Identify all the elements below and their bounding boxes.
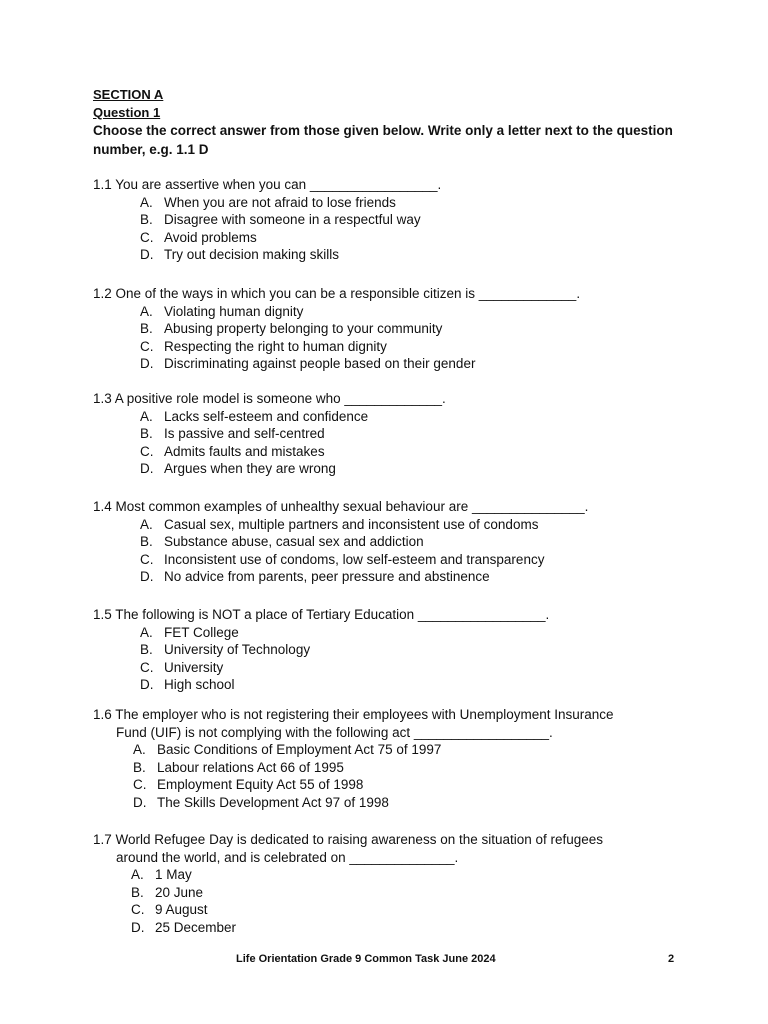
option-d: D. Discriminating against people based on their gender [140,356,476,372]
options-list [140,624,673,694]
question-1-4 [93,498,673,586]
question-stem: 1.1 You are assertive when you can _________________. [93,177,442,192]
option-a: A. When you are not afraid to lose friends [140,194,396,210]
options-list [140,408,673,478]
question-stem-continued: around the world, and is celebrated on ______________. [116,849,459,865]
question-stem: 1.2 One of the ways in which you can be a responsible citizen is _____________. [93,286,581,301]
option-c: C. Inconsistent use of condoms, low self-esteem and transparency [140,551,545,567]
option-a: A. Lacks self-esteem and confidence [140,408,369,424]
option-d: D. Argues when they are wrong [140,461,336,477]
question-1-3 [93,390,673,478]
option-b: B. Disagree with someone in a respectful way [140,212,421,228]
option-a: A. Casual sex, multiple partners and inconsistent use of condoms [140,516,539,532]
option-d: D. The Skills Development Act 97 of 1998 [133,794,389,810]
question-stem: 1.7 World Refugee Day is dedicated to raising awareness on the situation of refugees [93,832,604,847]
section-heading: SECTION A [93,87,164,102]
option-b: B. Abusing property belonging to your community [140,321,443,337]
option-a: A. FET College [140,624,239,640]
option-a: A. 1 May [131,867,192,882]
options-list [133,741,673,811]
option-b: B. Substance abuse, casual sex and addiction [140,534,424,550]
question-1-7 [93,831,673,936]
option-d: D. High school [140,677,235,693]
question-1-6 [93,706,673,811]
option-a: A. Basic Conditions of Employment Act 75 of 1997 [133,742,442,757]
option-c: C. Admits faults and mistakes [140,443,325,459]
option-b: B. 20 June [131,884,204,900]
question-stem: 1.5 The following is NOT a place of Tertiary Education _________________. [93,607,550,622]
option-d: D. 25 December [131,919,237,935]
option-d: D. No advice from parents, peer pressure and abstinence [140,569,490,585]
option-c: C. 9 August [131,902,208,918]
option-a: A. Violating human dignity [140,303,304,319]
options-list [140,303,673,373]
option-b: B. Labour relations Act 66 of 1995 [133,759,344,775]
question-1-5 [93,606,673,694]
option-b: B. Is passive and self-centred [140,426,325,442]
options-list [131,866,673,936]
page-footer: Life Orientation Grade 9 Common Task June 2024 [236,953,496,965]
option-c: C. Employment Equity Act 55 of 1998 [133,777,364,793]
question-stem: 1.3 A positive role model is someone who _____________. [93,391,446,406]
question-stem-continued: Fund (UIF) is not complying with the following act __________________. [116,724,553,740]
question-heading: Question 1 [93,105,161,120]
option-c: C. University [140,659,224,675]
option-b: B. University of Technology [140,642,311,658]
instructions: Choose the correct answer from those given below. Write only a letter next to the question number, e.g. 1.1 D [93,123,673,157]
question-stem: 1.6 The employer who is not registering their employees with Unemployment Insurance [93,707,614,722]
question-1-1 [93,176,673,264]
question-stem: 1.4 Most common examples of unhealthy sexual behaviour are _______________. [93,499,589,514]
page-number: 2 [668,953,675,965]
options-list [140,516,673,586]
options-list [140,194,673,264]
option-c: C. Avoid problems [140,229,257,245]
question-1-2 [93,285,673,373]
option-c: C. Respecting the right to human dignity [140,338,387,354]
option-d: D. Try out decision making skills [140,247,340,263]
